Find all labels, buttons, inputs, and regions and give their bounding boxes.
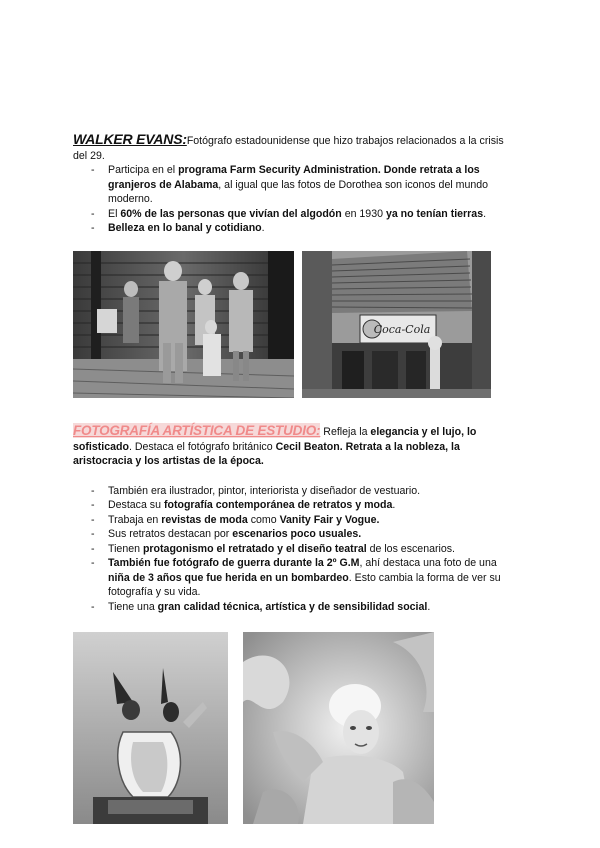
coca-cola-sign: Coca-Cola xyxy=(373,323,431,336)
studio-heading: FOTOGRAFÍA ARTÍSTICA DE ESTUDIO: xyxy=(73,423,321,438)
walker-evans-heading: WALKER EVANS: xyxy=(73,131,187,147)
walker-evans-intro xyxy=(73,132,513,163)
list-item: - También era ilustrador, pintor, interiorista y diseñador de vestuario. xyxy=(91,484,421,497)
list-item: - Sus retratos destacan por escenarios poco usuales. xyxy=(91,528,362,540)
list-item: - El 60% de las personas que vivían del algodón en 1930 ya no tenían tierras. xyxy=(91,207,487,220)
list-item: - También fue fotógrafo de guerra durante la 2º G.M, ahí destaca una foto de una niña de 3 años que fue herida en un bombardeo. Esto cambia la forma de ver su fotografía y su vida. xyxy=(91,557,501,598)
walker-evans-bullets xyxy=(73,163,513,236)
list-item: - Participa en el programa Farm Security Administration. Donde retrata a los granjeros de Alabama, al igual que las fotos de Dorothea son iconos del mundo moderno. xyxy=(91,164,489,205)
photo-studio-surreal xyxy=(73,632,228,824)
list-item: - Destaca su fotografía contemporánea de retratos y moda. xyxy=(91,499,396,511)
section-walker-evans xyxy=(73,132,513,236)
photo-glamour-portrait xyxy=(243,632,434,824)
section-studio-photography xyxy=(73,424,513,614)
list-item: - Tienen protagonismo el retratado y el diseño teatral de los escenarios. xyxy=(91,542,455,555)
list-item: - Belleza en lo banal y cotidiano. xyxy=(91,222,265,234)
photo-sharecropper-family xyxy=(73,251,294,398)
walker-evans-intro-text: Fotógrafo estadounidense que hizo trabajos relacionados a la crisis del 29. xyxy=(73,135,504,162)
photo-general-store xyxy=(302,251,491,398)
studio-intro: FOTOGRAFÍA ARTÍSTICA DE ESTUDIO: Refleja la elegancia y el lujo, lo sofisticado. Destaca el fotógrafo británico Cecil Beaton. Retrata a la nobleza, la aristocracia y los artistas de la época. xyxy=(73,423,477,467)
studio-bullets xyxy=(73,484,513,615)
list-item: - Tiene una gran calidad técnica, artística y de sensibilidad social. xyxy=(91,600,431,613)
list-item: - Trabaja en revistas de moda como Vanity Fair y Vogue. xyxy=(91,513,380,526)
